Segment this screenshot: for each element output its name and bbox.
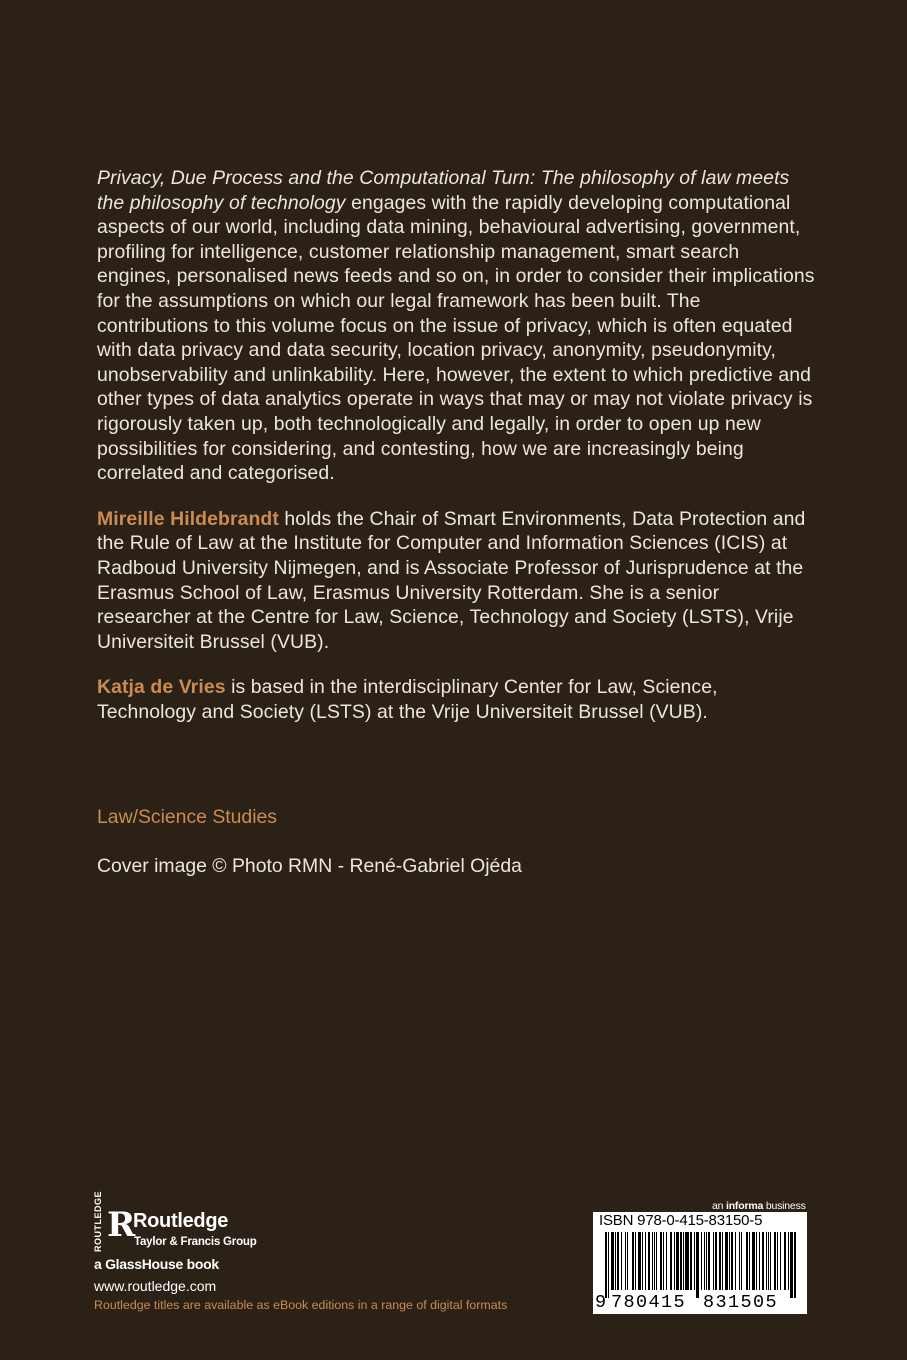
barcode-bar — [777, 1232, 778, 1290]
book-title: Privacy, Due Process and the Computational Turn: The philosophy of law meets the philosophy of technology — [97, 167, 790, 214]
barcode-bar — [685, 1232, 689, 1290]
barcode-bar — [605, 1232, 607, 1298]
barcode-bars — [605, 1232, 797, 1298]
barcode-bar — [627, 1232, 628, 1290]
cover-credit: Cover image © Photo RMN - René-Gabriel Ojéda — [97, 855, 522, 877]
publisher-website: www.routledge.com — [94, 1278, 217, 1294]
barcode-bar — [708, 1232, 710, 1290]
description-text: engages with the rapidly developing computational aspects of our world, including data mining, behavioural advertising, government, profiling for intelligence, customer relationship management, smart search engines, personalised news feeds and so on, in order to consider their implications for the assumptions on which our legal framework has been built. The contributions to this volume focus on the issue of privacy, which is often equated with data privacy and data security, location privacy, anonymity, pseudonymity, unobservability and unlinkability. Here, however, the extent to which predictive and other types of data analytics operate in ways that may or may not violate privacy is rigorously taken up, both technologically and legally, in order to open up new possibilities for considering, and contesting, how we are increasingly being correlated and categorised. — [97, 191, 815, 485]
barcode-bar — [706, 1232, 707, 1290]
barcode-bar — [725, 1232, 728, 1290]
barcode-bar — [670, 1232, 672, 1290]
ebook-note: Routledge titles are available as eBook editions in a range of digital formats — [94, 1298, 508, 1312]
informa-suffix: business — [763, 1200, 806, 1212]
barcode-bar — [704, 1232, 705, 1290]
barcode-bar — [741, 1232, 742, 1290]
barcode-digits-right: 831505 — [703, 1292, 779, 1313]
barcode-bar — [722, 1232, 723, 1290]
barcode-bar — [788, 1232, 789, 1290]
barcode-bar — [749, 1232, 750, 1290]
routledge-r-icon: R — [107, 1205, 136, 1245]
isbn-barcode — [593, 1212, 807, 1314]
author-bio-1 — [97, 507, 817, 655]
barcode-bar — [762, 1232, 764, 1290]
barcode-bar — [756, 1232, 757, 1290]
barcode-bar — [696, 1232, 699, 1298]
barcode-bar — [680, 1232, 682, 1290]
series-name: Law/Science Studies — [97, 806, 278, 828]
barcode-bar — [654, 1232, 655, 1290]
barcode-digits-left: 780415 — [611, 1292, 687, 1313]
barcode-bar — [652, 1232, 653, 1290]
back-cover-text — [97, 166, 817, 745]
publisher-group: Taylor & Francis Group — [134, 1236, 257, 1248]
barcode-bar — [729, 1232, 730, 1290]
author-bio-text-1: holds the Chair of Smart Environments, Data Protection and the Rule of Law at the Institute for Computer and Information Sciences (ICIS) at Radboud University Nijmegen, and is Associate Professor of Jurisprudence at the Erasmus School of Law, Erasmus University Rotterdam. She is a senior researcher at the Centre for Law, Science, Technology and Society (LSTS), Vrije Universiteit Brussel (VUB). — [97, 507, 806, 653]
barcode-bar — [666, 1232, 667, 1290]
routledge-vertical-mark: ROUTLEDGE — [93, 1190, 103, 1252]
barcode-bar — [759, 1232, 760, 1290]
publisher-name: Routledge — [133, 1210, 229, 1232]
barcode-bar — [642, 1232, 643, 1290]
barcode-bar — [715, 1232, 717, 1290]
barcode-bar — [656, 1232, 657, 1290]
barcode-digit-first: 9 — [595, 1292, 607, 1313]
isbn-number: ISBN 978-0-415-83150-5 — [599, 1212, 763, 1229]
author-name-1: Mireille Hildebrandt — [97, 507, 279, 530]
barcode-bar — [632, 1232, 634, 1290]
barcode-bar — [674, 1232, 675, 1290]
barcode-bar — [713, 1232, 714, 1290]
barcode-bar — [683, 1232, 684, 1290]
barcode-bar — [660, 1232, 662, 1290]
barcode-bar — [774, 1232, 776, 1290]
barcode-bar — [770, 1232, 771, 1290]
barcode-bar — [663, 1232, 664, 1290]
barcode-bar — [768, 1232, 769, 1290]
barcode-bar — [780, 1232, 781, 1290]
barcode-bar — [648, 1232, 650, 1290]
description-paragraph — [97, 166, 817, 486]
barcode-bar — [752, 1232, 755, 1290]
barcode-bar — [719, 1232, 721, 1290]
barcode-bar — [739, 1232, 740, 1290]
informa-tagline — [712, 1200, 806, 1212]
barcode-bar — [784, 1232, 786, 1290]
informa-brand: informa — [726, 1200, 764, 1212]
barcode-bar — [790, 1232, 793, 1298]
barcode-bar — [694, 1232, 695, 1290]
barcode-bar — [766, 1232, 767, 1290]
barcode-bar — [621, 1232, 622, 1290]
barcode-bar — [676, 1232, 679, 1290]
barcode-bar — [617, 1232, 619, 1290]
barcode-bar — [645, 1232, 646, 1290]
barcode-bar — [690, 1232, 692, 1290]
barcode-bar — [794, 1232, 796, 1298]
barcode-bar — [615, 1232, 616, 1290]
author-name-2: Katja de Vries — [97, 676, 226, 699]
barcode-bar — [731, 1232, 733, 1290]
author-bio-2 — [97, 675, 817, 724]
barcode-bar — [635, 1232, 636, 1290]
informa-prefix: an — [712, 1200, 726, 1212]
barcode-bar — [625, 1232, 626, 1290]
imprint-label: a GlassHouse book — [94, 1256, 219, 1272]
author-bio-text-2: is based in the interdisciplinary Center for Law, Science, Technology and Society (LSTS) at the Vrije Universiteit Brussel (VUB). — [97, 676, 718, 723]
barcode-bar — [638, 1232, 641, 1290]
barcode-bar — [611, 1232, 614, 1290]
barcode-bar — [701, 1232, 702, 1290]
barcode-bar — [608, 1232, 609, 1298]
barcode-bar — [735, 1232, 736, 1290]
barcode-bar — [746, 1232, 748, 1290]
